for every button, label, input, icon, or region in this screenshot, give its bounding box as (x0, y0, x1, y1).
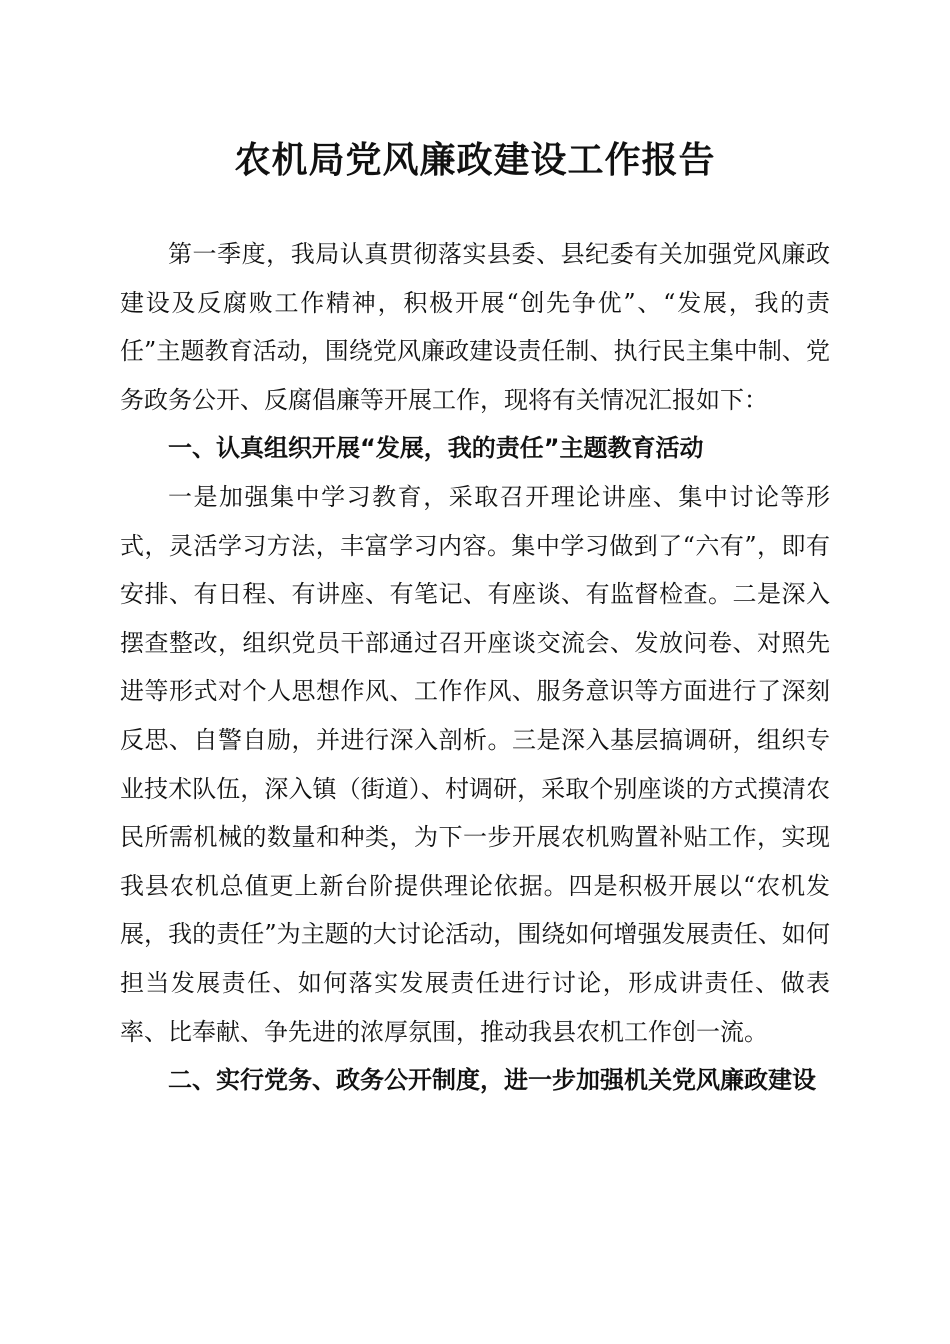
document-body (120, 230, 830, 1105)
intro-paragraph: 第一季度，我局认真贯彻落实县委、县纪委有关加强党风廉政建设及反腐败工作精神，积极开展“创先争优”、“发展，我的责任”主题教育活动，围绕党风廉政建设责任制、执行民主集中制、党务政务公开、反腐倡廉等开展工作，现将有关情况汇报如下： (120, 240, 830, 414)
section-1-paragraph: 一是加强集中学习教育，采取召开理论讲座、集中讨论等形式，灵活学习方法，丰富学习内容。集中学习做到了“六有”，即有安排、有日程、有讲座、有笔记、有座谈、有监督检查。二是深入摆查整改，组织党员干部通过召开座谈交流会、发放问卷、对照先进等形式对个人思想作风、工作作风、服务意识等方面进行了深刻反思、自警自励，并进行深入剖析。三是深入基层搞调研，组织专业技术队伍，深入镇（街道）、村调研，采取个别座谈的方式摸清农民所需机械的数量和种类，为下一步开展农机购置补贴工作，实现我县农机总值更上新台阶提供理论依据。四是积极开展以“农机发展，我的责任”为主题的大讨论活动，围绕如何增强发展责任、如何担当发展责任、如何落实发展责任进行讨论，形成讲责任、做表率、比奉献、争先进的浓厚氛围，推动我县农机工作创一流。 (120, 482, 830, 1046)
section-heading-1: 一、认真组织开展“发展，我的责任”主题教育活动 (168, 434, 704, 463)
section-heading-2: 二、实行党务、政务公开制度，进一步加强机关党风廉政建设 (168, 1066, 816, 1095)
document-title: 农机局党风廉政建设工作报告 (234, 139, 716, 181)
